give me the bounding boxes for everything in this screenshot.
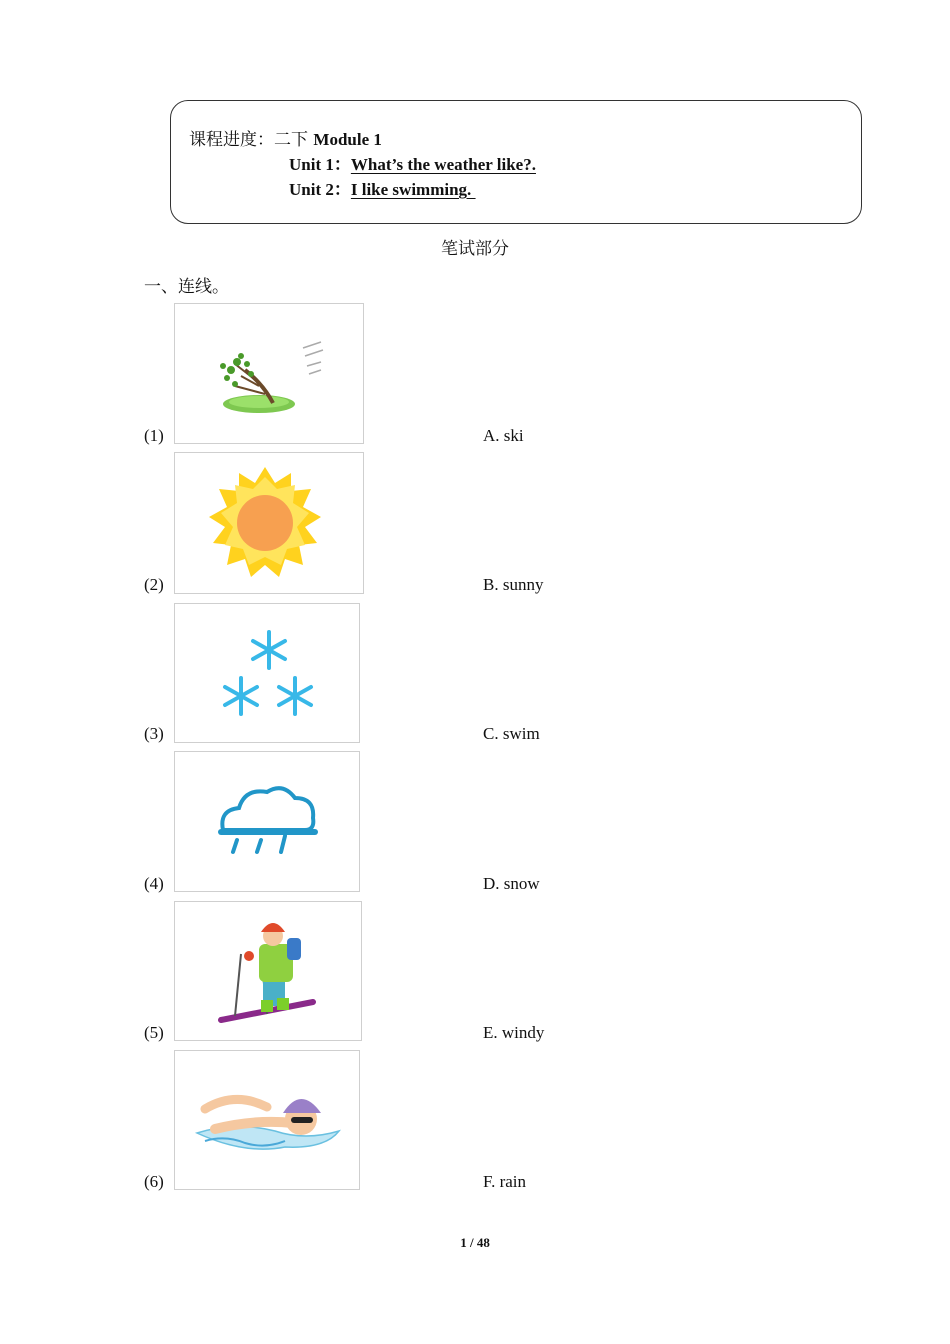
page-total: 48 <box>476 1235 490 1250</box>
item-number-3: (3) <box>144 724 164 743</box>
option-e: E. windy <box>483 1023 545 1042</box>
unit1-label: Unit 1： <box>289 155 351 174</box>
option-b: B. sunny <box>483 575 544 594</box>
sun-icon <box>175 453 363 593</box>
course-progress-box <box>170 100 862 224</box>
progress-line <box>189 125 382 150</box>
picture-swim <box>174 1050 360 1190</box>
unit2-line <box>289 175 476 200</box>
picture-snow <box>174 603 360 743</box>
option-f: F. rain <box>483 1172 527 1191</box>
unit2-label: Unit 2： <box>289 180 351 199</box>
option-d: D. snow <box>483 874 540 893</box>
progress-grade: 二下 <box>274 130 314 150</box>
picture-ski <box>174 901 362 1041</box>
option-a: A. ski <box>483 426 524 445</box>
snowflakes-icon <box>175 604 359 742</box>
windy-tree-icon <box>175 304 363 443</box>
item-number-5: (5) <box>144 1023 164 1042</box>
item-number-4: (4) <box>144 874 164 893</box>
swimmer-icon <box>175 1051 359 1189</box>
page-number: 1 <box>460 1235 467 1250</box>
skier-icon <box>175 902 361 1040</box>
item-number-2: (2) <box>144 575 164 594</box>
item-number-1: (1) <box>144 426 164 445</box>
picture-sunny <box>174 452 364 594</box>
unit1-line <box>289 150 536 175</box>
item-number-6: (6) <box>144 1172 164 1191</box>
unit2-title: I like swimming. <box>350 180 476 199</box>
page-footer <box>0 1235 950 1251</box>
option-c: C. swim <box>483 724 540 743</box>
unit1-title: What’s the weather like?. <box>350 155 536 174</box>
rain-cloud-icon <box>175 752 359 891</box>
question-title: 一、连线。 <box>144 277 229 297</box>
picture-windy <box>174 303 364 444</box>
section-heading: 笔试部分 <box>441 239 509 259</box>
module-name: Module 1 <box>313 130 382 149</box>
page-separator: / <box>466 1235 477 1250</box>
picture-rain <box>174 751 360 892</box>
progress-label: 课程进度： <box>189 130 274 150</box>
